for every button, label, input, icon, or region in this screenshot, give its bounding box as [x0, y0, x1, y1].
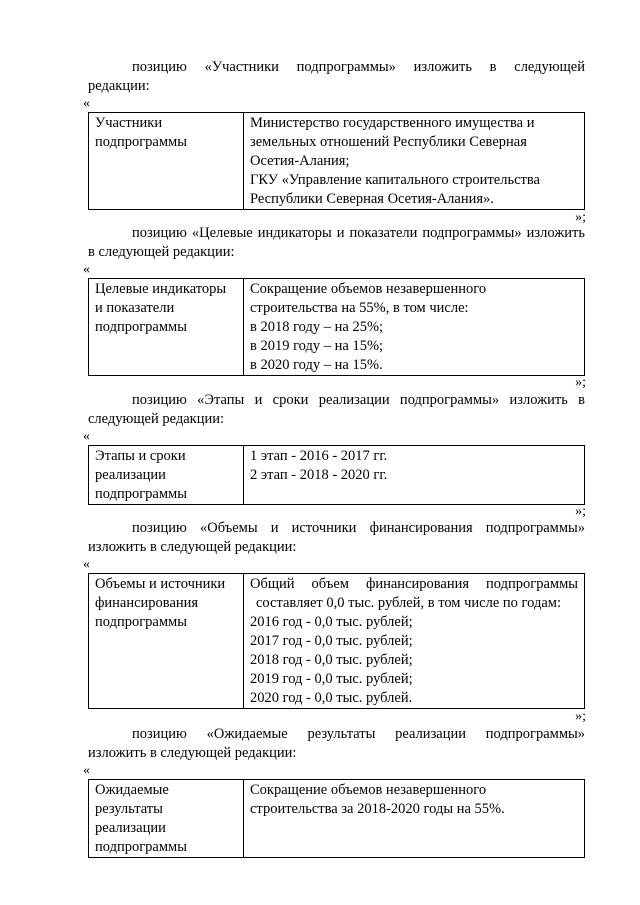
section-2-intro-line-2: в следующей редакции:: [88, 244, 235, 260]
section-2-intro-line-1: позицию «Целевые индикаторы и показатели подпрограммы» изложить: [132, 225, 585, 241]
section-4-intro: [88, 519, 585, 557]
section-3-value: 1 этап - 2016 - 2017 гг. 2 этап - 2018 - 2020 гг.: [244, 446, 585, 505]
section-5-intro-line-1: позицию «Ожидаемые результаты реализации подпрограммы»: [132, 726, 585, 742]
section-1-intro-line-1: позицию «Участники подпрограммы» изложить в следующей: [132, 59, 585, 75]
section-2-open-quote: «: [83, 262, 90, 277]
section-3-table: [88, 445, 585, 505]
section-1-close-quote: »;: [575, 210, 586, 225]
section-4-table: [88, 573, 585, 709]
section-2-table: [88, 278, 585, 376]
section-1-open-quote: «: [83, 96, 90, 111]
section-3-label: Этапы и сроки реализации подпрограммы: [89, 446, 244, 505]
section-3-intro: [88, 391, 585, 429]
section-2-intro: [88, 224, 585, 262]
section-1-value: Министерство государственного имущества и земельных отношений Республики Северная Осетия-Алания; ГКУ «Управление капитального строительства Республики Северная Осетия-Алания».: [244, 113, 585, 210]
section-2-label: Целевые индикаторы и показатели подпрограммы: [89, 279, 244, 376]
section-1-intro: [88, 58, 585, 96]
section-4-label: Объемы и источники финансирования подпрограммы: [89, 574, 244, 709]
section-1-intro-line-2: редакции:: [88, 78, 150, 94]
section-1-table: [88, 112, 585, 210]
section-5-intro: [88, 725, 585, 763]
section-3-intro-line-2: следующей редакции:: [88, 411, 225, 427]
section-2-close-quote: »;: [575, 375, 586, 390]
section-3-intro-line-1: позицию «Этапы и сроки реализации подпрограммы» изложить в: [132, 392, 585, 408]
section-4-intro-line-2: изложить в следующей редакции:: [88, 539, 297, 555]
section-5-table: [88, 779, 585, 858]
section-5-value: Сокращение объемов незавершенного строительства за 2018-2020 годы на 55%.: [244, 780, 585, 858]
section-1-label: Участники подпрограммы: [89, 113, 244, 210]
section-4-close-quote: »;: [575, 709, 586, 724]
section-4-value: Общий объем финансирования подпрограммы составляет 0,0 тыс. рублей, в том числе по годам: 2016 год - 0,0 тыс. рублей; 2017 год - 0,0 тыс. рублей; 2018 год - 0,0 тыс. рублей; 2019 год - 0,0 тыс. рублей; 2020 год - 0,0 тыс. рублей.: [244, 574, 585, 709]
section-5-open-quote: «: [83, 763, 90, 778]
section-5-intro-line-2: изложить в следующей редакции:: [88, 745, 297, 761]
section-3-open-quote: «: [83, 429, 90, 444]
section-5-label: Ожидаемые результаты реализации подпрограммы: [89, 780, 244, 858]
section-4-intro-line-1: позицию «Объемы и источники финансирования подпрограммы»: [132, 520, 585, 536]
section-3-close-quote: »;: [575, 504, 586, 519]
section-2-value: Сокращение объемов незавершенного строительства на 55%, в том числе: в 2018 году – на 25%; в 2019 году – на 15%; в 2020 году – на 15%.: [244, 279, 585, 376]
section-4-open-quote: «: [83, 557, 90, 572]
